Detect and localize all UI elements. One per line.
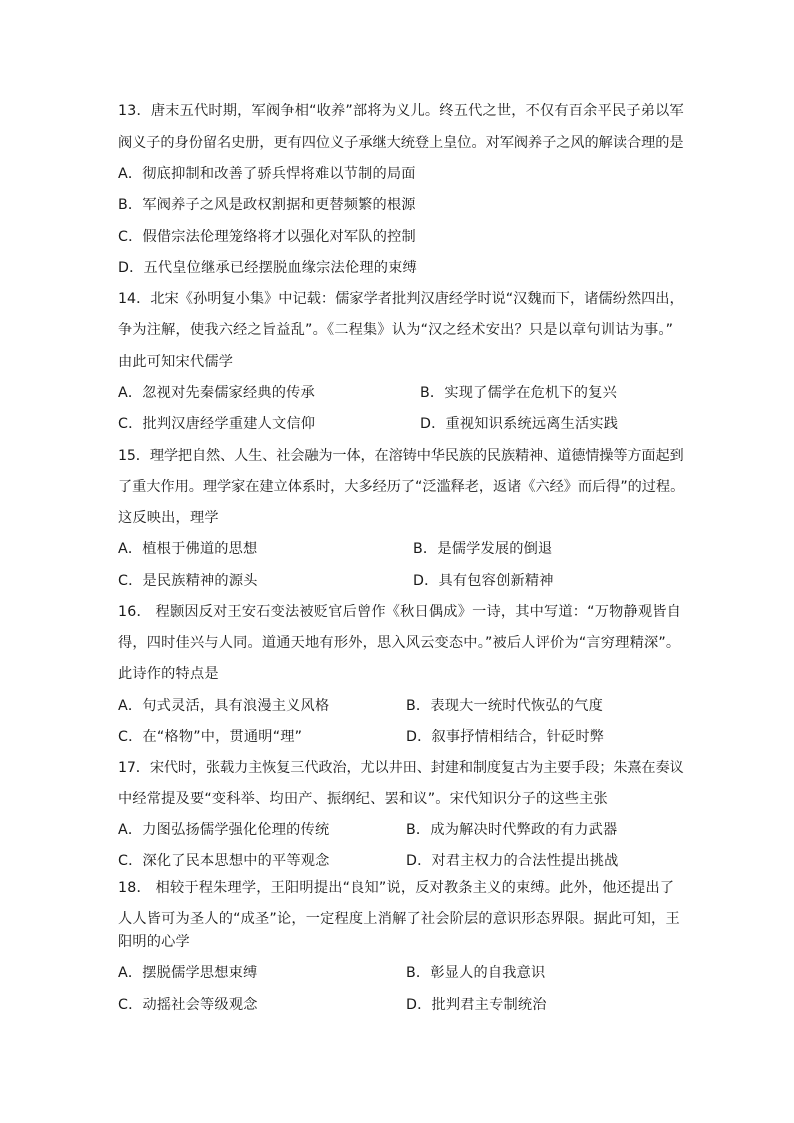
question-17-option-d: D．对君主权力的合法性提出挑战: [406, 853, 619, 869]
question-13-stem-line-2: 阀义子的身份留名史册，更有四位义子承继大统登上皇位。对军阀养子之风的解读合理的是: [118, 135, 684, 151]
question-16-option-c: C．在“格物”中，贯通明“理”: [118, 729, 303, 745]
question-18-stem-line-1: 18． 相较于程朱理学，王阳明提出“良知”说，反对教条主义的束缚。此外，他还提出了: [118, 880, 675, 896]
question-15-stem-line-3: 这反映出，理学: [118, 510, 219, 526]
question-16-stem-line-3: 此诗作的特点是: [118, 666, 219, 682]
question-17-option-a: A．力图弘扬儒学强化伦理的传统: [118, 822, 330, 838]
question-14-option-d: D．重视知识系统远离生活实践: [420, 416, 619, 432]
question-18-option-b: B．彰显人的自我意识: [406, 965, 546, 981]
question-16-stem-line-2: 得，四时佳兴与人同。道通天地有形外，思入风云变态中。”被后人评价为“言穷理精深”。: [118, 635, 681, 651]
question-18-stem-line-3: 阳明的心学: [118, 934, 190, 950]
question-16-stem-line-1: 16． 程颢因反对王安石变法被贬官后曾作《秋日偶成》一诗，其中写道：“万物静观皆自: [118, 604, 682, 620]
question-15-option-b: B．是儒学发展的倒退: [413, 541, 553, 557]
question-18-option-d: D．批判君主专制统治: [406, 997, 547, 1013]
question-17-option-c: C．深化了民本思想中的平等观念: [118, 853, 330, 869]
question-15-option-a: A．植根于佛道的思想: [118, 541, 258, 557]
question-16-option-a: A．句式灵活，具有浪漫主义风格: [118, 698, 330, 714]
question-18-option-c: C．动摇社会等级观念: [118, 997, 258, 1013]
question-13-stem-line-1: 13．唐末五代时期，军阀争相“收养”部将为义儿。终五代之世，不仅有百余平民子弟以军: [118, 103, 684, 119]
question-18-stem-line-2: 人人皆可为圣人的“成圣”论，一定程度上消解了社会阶层的意识形态界限。据此可知，王: [118, 911, 680, 927]
question-16-option-d: D．叙事抒情相结合，针砭时弊: [406, 729, 605, 745]
question-13-option-c: C．假借宗法伦理笼络将才以强化对军队的控制: [118, 229, 416, 245]
question-18-option-a: A．摆脱儒学思想束缚: [118, 965, 258, 981]
question-15-stem-line-2: 了重大作用。理学家在建立体系时，大多经历了“泛滥释老，返诸《六经》而后得”的过程。: [118, 479, 685, 495]
question-17-option-b: B．成为解决时代弊政的有力武器: [406, 822, 618, 838]
question-14-stem-line-1: 14．北宋《孙明复小集》中记载：儒家学者批判汉唐经学时说“汉魏而下，诸儒纷然四出，: [118, 291, 684, 307]
question-14-option-b: B．实现了儒学在危机下的复兴: [420, 385, 617, 401]
question-16-option-b: B．表现大一统时代恢弘的气度: [406, 698, 603, 714]
question-14-option-a: A．忽视对先秦儒家经典的传承: [118, 385, 315, 401]
question-17-stem-line-2: 中经常提及要“变科举、均田产、振纲纪、罢和议”。宋代知识分子的这些主张: [118, 791, 608, 807]
question-15-option-d: D．具有包容创新精神: [413, 573, 554, 589]
question-13-option-d: D．五代皇位继承已经摆脱血缘宗法伦理的束缚: [118, 260, 417, 276]
question-15-stem-line-1: 15．理学把自然、人生、社会融为一体，在溶铸中华民族的民族精神、道德情操等方面起到: [118, 448, 684, 464]
question-13-option-a: A．彻底抑制和改善了骄兵悍将难以节制的局面: [118, 166, 416, 182]
question-17-stem-line-1: 17．宋代时，张载力主恢复三代政治，尤以井田、封建和制度复古为主要手段；朱熹在奏议: [118, 760, 684, 776]
question-15-option-c: C．是民族精神的源头: [118, 573, 258, 589]
question-13-option-b: B．军阀养子之风是政权割据和更替频繁的根源: [118, 197, 416, 213]
question-14-option-c: C．批判汉唐经学重建人文信仰: [118, 416, 316, 432]
question-14-stem-line-2: 争为注解，使我六经之旨益乱”。《二程集》认为“汉之经术安出？只是以章句训诂为事。”: [118, 322, 674, 338]
question-14-stem-line-3: 由此可知宋代儒学: [118, 354, 234, 370]
